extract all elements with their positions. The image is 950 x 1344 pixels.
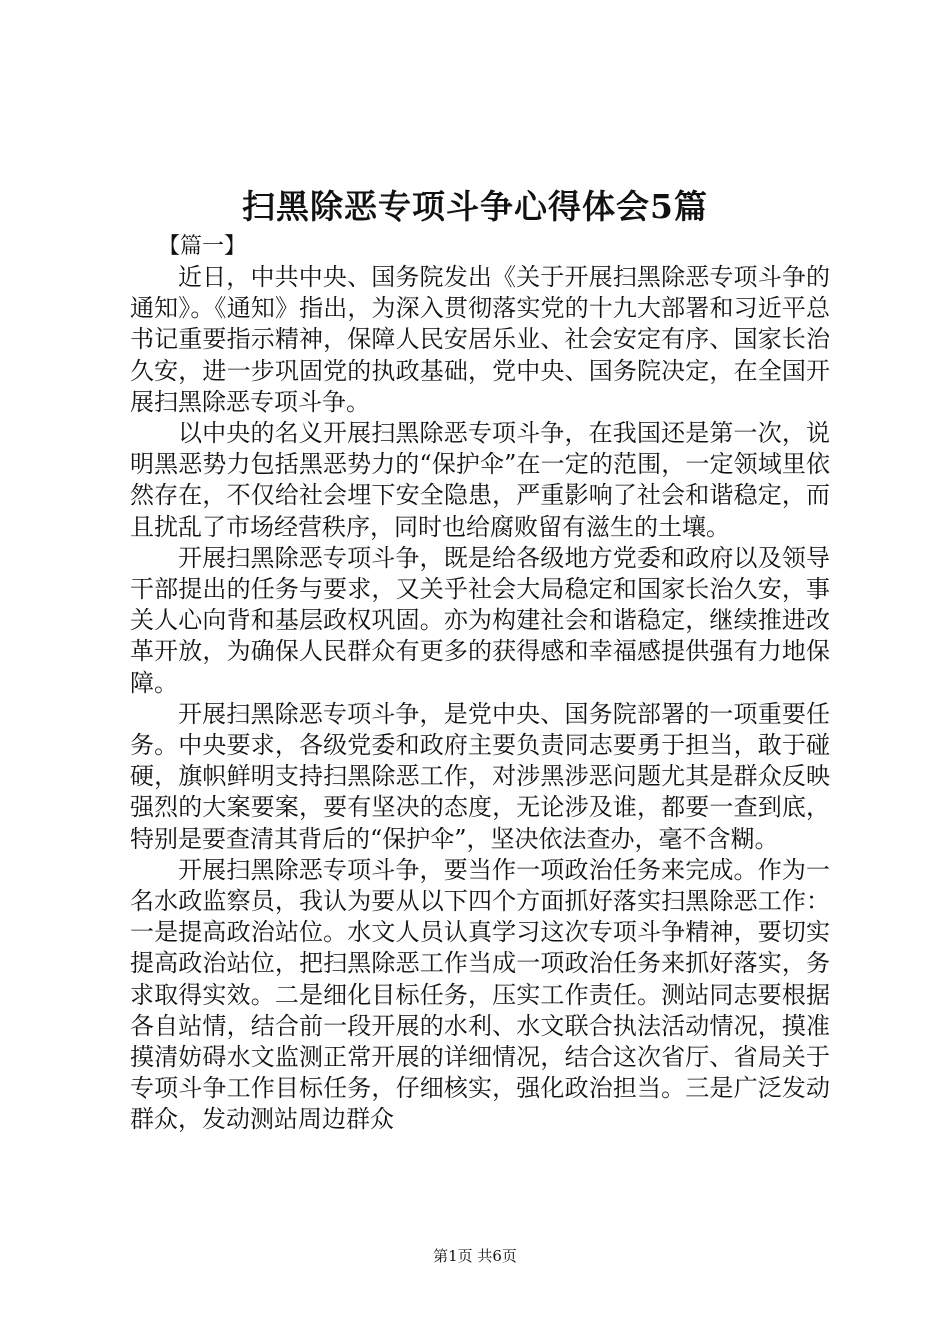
paragraph: 开展扫黑除恶专项斗争，要当作一项政治任务来完成。作为一名水政监察员，我认为要从以下四个方面抓好落实扫黑除恶工作：一是提高政治站位。水文人员认真学习这次专项斗争精神，要切实提高政治站位，把扫黑除恶工作当成一项政治任务来抓好落实，务求取得实效。二是细化目标任务，压实工作责任。测站同志要根据各自站情，结合前一段开展的水利、水文联合执法活动情况，摸准摸清妨碍水文监测正常开展的详细情况，结合这次省厅、省局关于专项斗争工作目标任务，仔细核实，强化政治担当。三是广泛发动群众，发动测站周边群众 <box>130 855 830 1134</box>
section-label: 【篇一】 <box>158 234 247 259</box>
paragraph: 开展扫黑除恶专项斗争，是党中央、国务院部署的一项重要任务。中央要求，各级党委和政府主要负责同志要勇于担当，敢于碰硬，旗帜鲜明支持扫黑除恶工作，对涉黑涉恶问题尤其是群众反映强烈的大案要案，要有坚决的态度，无论涉及谁，都要一查到底，特别是要查清其背后的“保护伞”，坚决依法查办，毫不含糊。 <box>130 699 830 853</box>
paragraph: 以中央的名义开展扫黑除恶专项斗争，在我国还是第一次，说明黑恶势力包括黑恶势力的“保护伞”在一定的范围，一定领域里依然存在，不仅给社会埋下安全隐患，严重影响了社会和谐稳定，而且扰乱了市场经营秩序，同时也给腐败留有滋生的土壤。 <box>130 419 830 541</box>
page-footer: 第1页 共6页 <box>433 1247 517 1265</box>
paragraph: 开展扫黑除恶专项斗争，既是给各级地方党委和政府以及领导干部提出的任务与要求，又关乎社会大局稳定和国家长治久安，事关人心向背和基层政权巩固。亦为构建社会和谐稳定，继续推进改革开放，为确保人民群众有更多的获得感和幸福感提供强有力地保障。 <box>130 543 830 697</box>
document-title: 扫黑除恶专项斗争心得体会5篇 <box>242 187 708 226</box>
paragraph: 近日，中共中央、国务院发出《关于开展扫黑除恶专项斗争的通知》。《通知》指出，为深入贯彻落实党的十九大部署和习近平总书记重要指示精神，保障人民安居乐业、社会安定有序、国家长治久安，进一步巩固党的执政基础，党中央、国务院决定，在全国开展扫黑除恶专项斗争。 <box>130 263 830 416</box>
document-body <box>130 262 830 1136</box>
